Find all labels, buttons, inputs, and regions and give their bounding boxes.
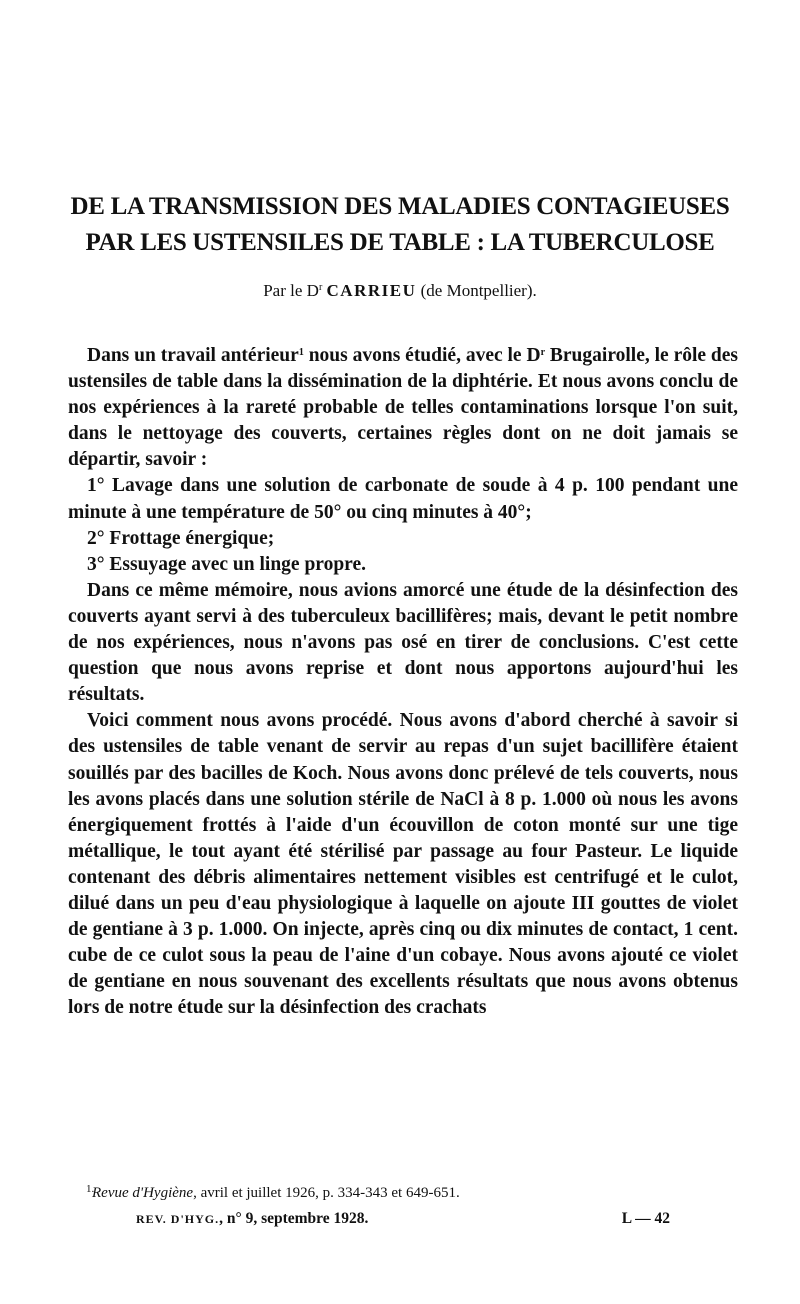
journal-abbrev: REV. D'HYG. — [136, 1212, 220, 1226]
footnote-detail: , avril et juillet 1926, p. 334-343 et 649-651. — [193, 1185, 460, 1201]
paragraph-intro — [68, 343, 738, 473]
page-number: L — 42 — [621, 1210, 670, 1227]
author-name: CARRIEU — [326, 281, 417, 300]
paragraph-intro-part-a: Dans un travail antérieur — [87, 345, 299, 366]
doctor-title-sup: r — [540, 347, 546, 358]
footnote-source: Revue d'Hygiène — [92, 1185, 194, 1201]
footnote-reference: 1 — [298, 347, 304, 358]
article-title-line-1: DE LA TRANSMISSION DES MALADIES CONTAGIEUSES — [70, 193, 730, 220]
paragraph-intro-part-c: Brugairolle, le rôle des ustensiles de table dans la dissémination de la diphtérie. Et nous avons conclu de nos expériences à la rareté probable de telles contaminations lorsque l'on suit, dans le nettoyage des couverts, certaines règles dont on ne doit jamais se départir, savoir : — [68, 345, 739, 471]
paragraph-memoire: Dans ce même mémoire, nous avions amorcé une étude de la désinfection des couverts ayant servi à des tuberculeux bacillifères; mais, devant le petit nombre de nos expériences, nous n'avons pas osé en tirer de conclusions. C'est cette question que nous avons reprise et dont nous apportons aujourd'hui les résultats. — [68, 579, 738, 706]
author-affiliation: (de Montpellier). — [420, 281, 537, 300]
article-title-line-2: PAR LES USTENSILES DE TABLE : LA TUBERCULOSE — [85, 229, 715, 256]
list-item-lavage: 1° Lavage dans une solution de carbonate de soude à 4 p. 100 pendant une minute à une température de 50° ou cinq minutes à 40°; — [68, 475, 738, 523]
byline-title-sup: r — [318, 282, 323, 293]
journal-issue: , n° 9, septembre 1928. — [219, 1210, 369, 1227]
byline-prefix: Par le D — [263, 281, 319, 300]
byline — [40, 280, 760, 302]
article-body — [68, 343, 738, 1021]
paragraph-intro-part-b: nous avons étudié, avec le D — [303, 345, 541, 366]
footnote-number: 1. — [86, 1183, 95, 1195]
paragraph-methode: Voici comment nous avons procédé. Nous avons d'abord cherché à savoir si des ustensiles de table venant de servir au repas d'un sujet bacillifère étaient souillés par des bacilles de Koch. Nous avons donc prélevé de tels couverts, nous les avons placés dans une solution stérile de NaCl à 8 p. 1.000 où nous les avons énergiquement frottés à l'aide d'un écouvillon de coton monté sur une tige métallique, le tout ayant été stérilisé par passage au four Pasteur. Le liquide contenant des débris alimentaires nettement visibles est centrifugé et le culot, dilué dans un peu d'eau physiologique à laquelle on ajoute III gouttes de violet de gentiane à 3 p. 1.000. On injecte, après cinq ou dix minutes de contact, 1 cent. cube de ce culot sous la peau de l'aine d'un cobaye. Nous avons ajouté ce violet de gentiane en nous souvenant des excellents résultats que nous avons obtenus lors de notre étude sur la désinfection des crachats — [68, 710, 738, 1019]
list-item-frottage: 2° Frottage énergique; — [87, 527, 275, 549]
list-item-essuyage: 3° Essuyage avec un linge propre. — [87, 553, 367, 575]
footnote — [86, 1183, 732, 1203]
journal-reference — [136, 1209, 368, 1229]
